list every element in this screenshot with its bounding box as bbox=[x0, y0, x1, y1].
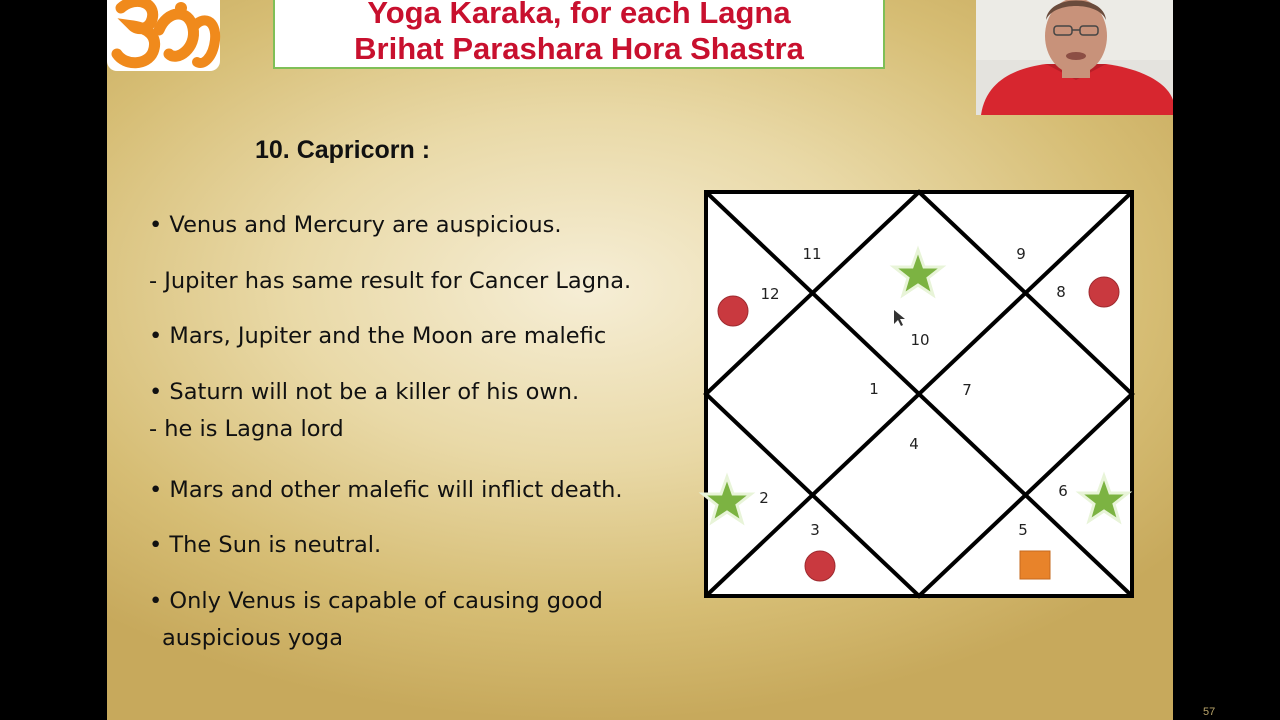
neutral-square-icon bbox=[1020, 551, 1050, 579]
house-label: 9 bbox=[1016, 245, 1026, 263]
om-logo bbox=[107, 0, 220, 71]
bullet-item: • Only Venus is capable of causing good bbox=[149, 588, 603, 614]
presenter-video bbox=[976, 0, 1173, 115]
title-line-2: Brihat Parashara Hora Shastra bbox=[354, 31, 804, 66]
house-label: 1 bbox=[869, 380, 879, 398]
benefic-star-icon bbox=[1080, 476, 1128, 521]
malefic-circle-icon bbox=[805, 551, 835, 581]
horoscope-chart bbox=[704, 190, 1134, 598]
title-line-1: Yoga Karaka, for each Lagna bbox=[367, 0, 791, 30]
bullet-item: • Venus and Mercury are auspicious. bbox=[149, 212, 562, 238]
bullet-item: - he is Lagna lord bbox=[149, 416, 344, 442]
benefic-star-icon bbox=[703, 477, 751, 522]
house-label: 3 bbox=[810, 521, 820, 539]
title-box bbox=[273, 0, 885, 69]
house-label: 12 bbox=[760, 285, 780, 303]
bullet-item: - Jupiter has same result for Cancer Lagna. bbox=[149, 268, 632, 294]
bullet-item: • Mars and other malefic will inflict death. bbox=[149, 477, 623, 503]
mouse-cursor-icon bbox=[894, 310, 905, 326]
house-label: 8 bbox=[1056, 283, 1066, 301]
malefic-circle-icon bbox=[1089, 277, 1119, 307]
house-label: 10 bbox=[910, 331, 930, 349]
house-label: 5 bbox=[1018, 521, 1028, 539]
house-label: 2 bbox=[759, 489, 769, 507]
slide-number: 57 bbox=[1203, 706, 1216, 718]
bullet-item: • The Sun is neutral. bbox=[149, 532, 382, 558]
house-label: 4 bbox=[909, 435, 919, 453]
bullet-item: • Saturn will not be a killer of his own. bbox=[149, 379, 580, 405]
section-heading: 10. Capricorn : bbox=[255, 136, 431, 164]
benefic-star-icon bbox=[894, 250, 942, 295]
malefic-circle-icon bbox=[718, 296, 748, 326]
bullet-item: auspicious yoga bbox=[162, 625, 343, 651]
chart-svg bbox=[704, 190, 1134, 598]
bullet-item: • Mars, Jupiter and the Moon are malefic bbox=[149, 323, 607, 349]
house-label: 6 bbox=[1058, 482, 1068, 500]
webcam-overlay bbox=[976, 0, 1173, 115]
house-label: 11 bbox=[802, 245, 822, 263]
house-label: 7 bbox=[962, 381, 972, 399]
